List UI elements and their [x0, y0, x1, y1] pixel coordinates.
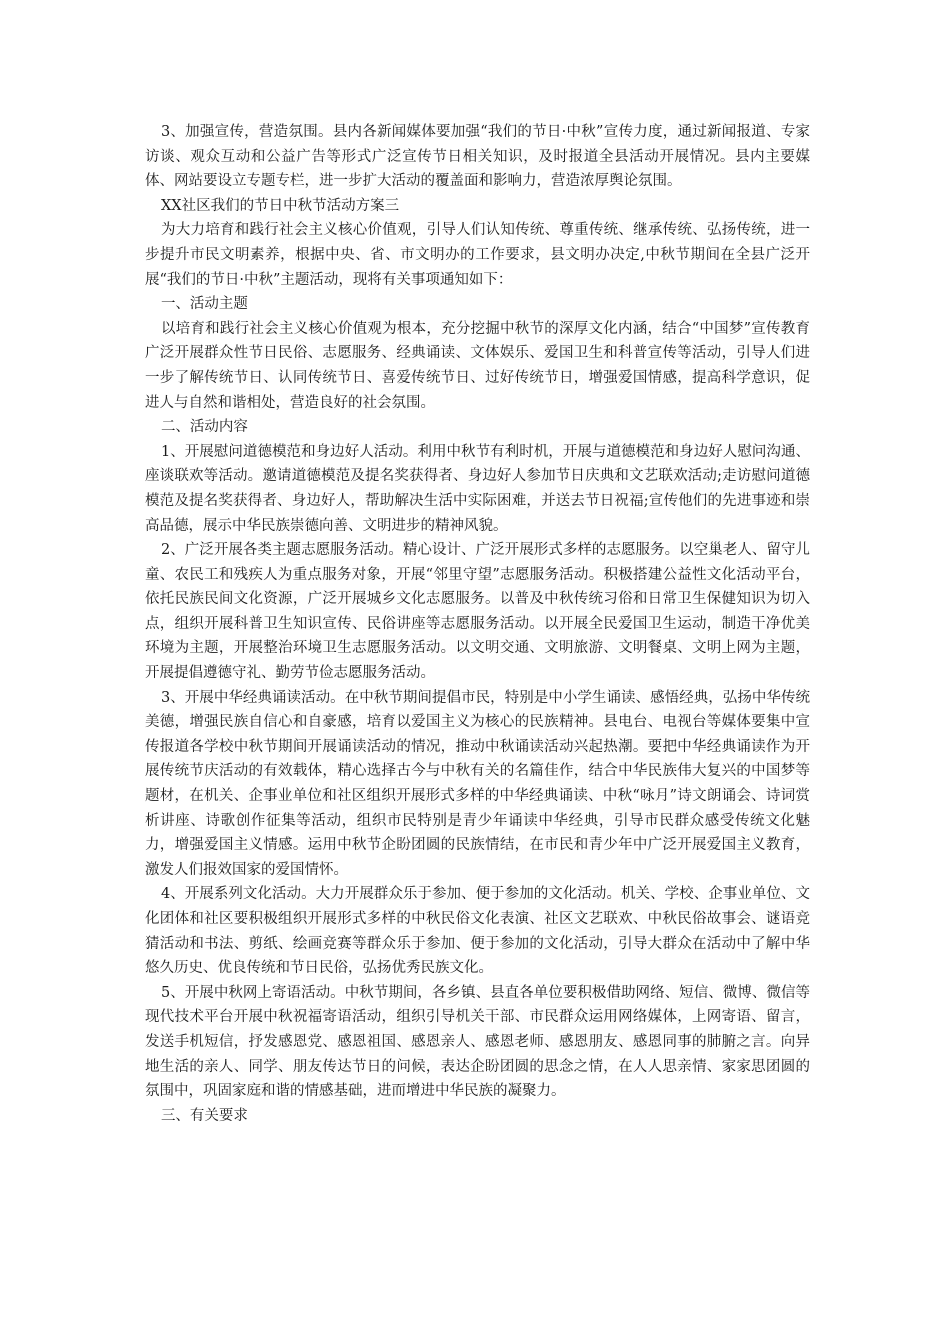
paragraph-publicity: 3、加强宣传，营造氛围。县内各新闻媒体要加强“我们的节日·中秋”宣传力度，通过新闻报道、专家访谈、观众互动和公益广告等形式广泛宣传节日相关知识，及时报道全县活动开展情况。县内主要媒体、网站要设立专题专栏，进一步扩大活动的覆盖面和影响力，营造浓厚舆论氛围。 — [145, 124, 810, 190]
paragraph-item-1: 1、开展慰问道德模范和身边好人活动。利用中秋节有利时机，开展与道德模范和身边好人慰问沟通、座谈联欢等活动。邀请道德模范及提名奖获得者、身边好人参加节日庆典和文艺联欢活动;走访慰问道德模范及提名奖获得者、身边好人，帮助解决生活中实际困难，并送去节日祝福;宣传他们的先进事迹和崇高品德，展示中华民族崇德向善、文明进步的精神风貌。 — [145, 443, 810, 534]
paragraph-item-5: 5、开展中秋网上寄语活动。中秋节期间，各乡镇、县直各单位要积极借助网络、短信、微博、微信等现代技术平台开展中秋祝福寄语活动，组织引导机关干部、市民群众运用网络媒体，上网寄语、留言，发送手机短信，抒发感恩党、感恩祖国、感恩亲人、感恩老师、感恩朋友、感恩同事的肺腑之言。向异地生活的亲人、同学、朋友传达节日的问候，表达企盼团圆的思念之情，在人人思亲情、家家思团圆的氛围中，巩固家庭和谐的情感基础，进而增进中华民族的凝聚力。 — [145, 984, 810, 1100]
paragraph-theme: 以培育和践行社会主义核心价值观为根本，充分挖掘中秋节的深厚文化内涵，结合“中国梦”宣传教育广泛开展群众性节日民俗、志愿服务、经典诵读、文体娱乐、爱国卫生和科普宣传等活动，引导人们进一步了解传统节日、认同传统节日、喜爱传统节日、过好传统节日，增强爱国情感，提高科学意识，促进人与自然和谐相处，营造良好的社会氛围。 — [145, 320, 810, 411]
section-heading-requirements: 三、有关要求 — [160, 1107, 248, 1124]
section-heading-theme: 一、活动主题 — [160, 296, 248, 313]
paragraph-item-3: 3、开展中华经典诵读活动。在中秋节期间提倡市民，特别是中小学生诵读、感悟经典，弘扬中华传统美德，增强民族自信心和自豪感，培育以爱国主义为核心的民族精神。县电台、电视台等媒体要集中宣传报道各学校中秋节期间开展诵读活动的情况，推动中秋诵读活动兴起热潮。要把中华经典诵读作为开展传统节庆活动的有效载体，精心选择古今与中秋有关的名篇佳作，结合中华民族伟大复兴的中国梦等题材，在机关、企事业单位和社区组织开展形式多样的中华经典诵读、中秋“咏月”诗文朗诵会、诗词赏析讲座、诗歌创作征集等活动，组织市民特别是青少年诵读中华经典，引导市民群众感受传统文化魅力，增强爱国主义情感。运用中秋节企盼团圆的民族情结，在市民和青少年中广泛开展爱国主义教育，激发人们报效国家的爱国情怀。 — [145, 689, 810, 878]
paragraph-item-2: 2、广泛开展各类主题志愿服务活动。精心设计、广泛开展形式多样的志愿服务。以空巢老人、留守儿童、农民工和残疾人为重点服务对象，开展“邻里守望”志愿服务活动。积极搭建公益性文化活动平台，依托民族民间文化资源，广泛开展城乡文化志愿服务。以普及中秋传统习俗和日常卫生保健知识为切入点，组织开展科普卫生知识宣传、民俗讲座等志愿服务活动。以开展全民爱国卫生运动，制造干净优美环境为主题，开展整治环境卫生志愿服务活动。以文明交通、文明旅游、文明餐桌、文明上网为主题，开展提倡遵德守礼、勤劳节俭志愿服务活动。 — [145, 542, 810, 682]
paragraph-item-4: 4、开展系列文化活动。大力开展群众乐于参加、便于参加的文化活动。机关、学校、企事业单位、文化团体和社区要积极组织开展形式多样的中秋民俗文化表演、社区文艺联欢、中秋民俗故事会、谜语竞猜活动和书法、剪纸、绘画竞赛等群众乐于参加、便于参加的文化活动，引导大群众在活动中了解中华悠久历史、优良传统和节日民俗，弘扬优秀民族文化。 — [145, 886, 810, 977]
paragraph-intro: 为大力培育和践行社会主义核心价值观，引导人们认知传统、尊重传统、继承传统、弘扬传统，进一步提升市民文明素养，根据中央、省、市文明办的工作要求，县文明办决定,中秋节期间在全县广泛开展“我们的节日·中秋”主题活动，现将有关事项通知如下： — [145, 222, 810, 288]
document-title: XX社区我们的节日中秋节活动方案三 — [160, 197, 400, 214]
section-heading-content: 二、活动内容 — [160, 419, 248, 436]
document-body — [145, 120, 810, 1128]
